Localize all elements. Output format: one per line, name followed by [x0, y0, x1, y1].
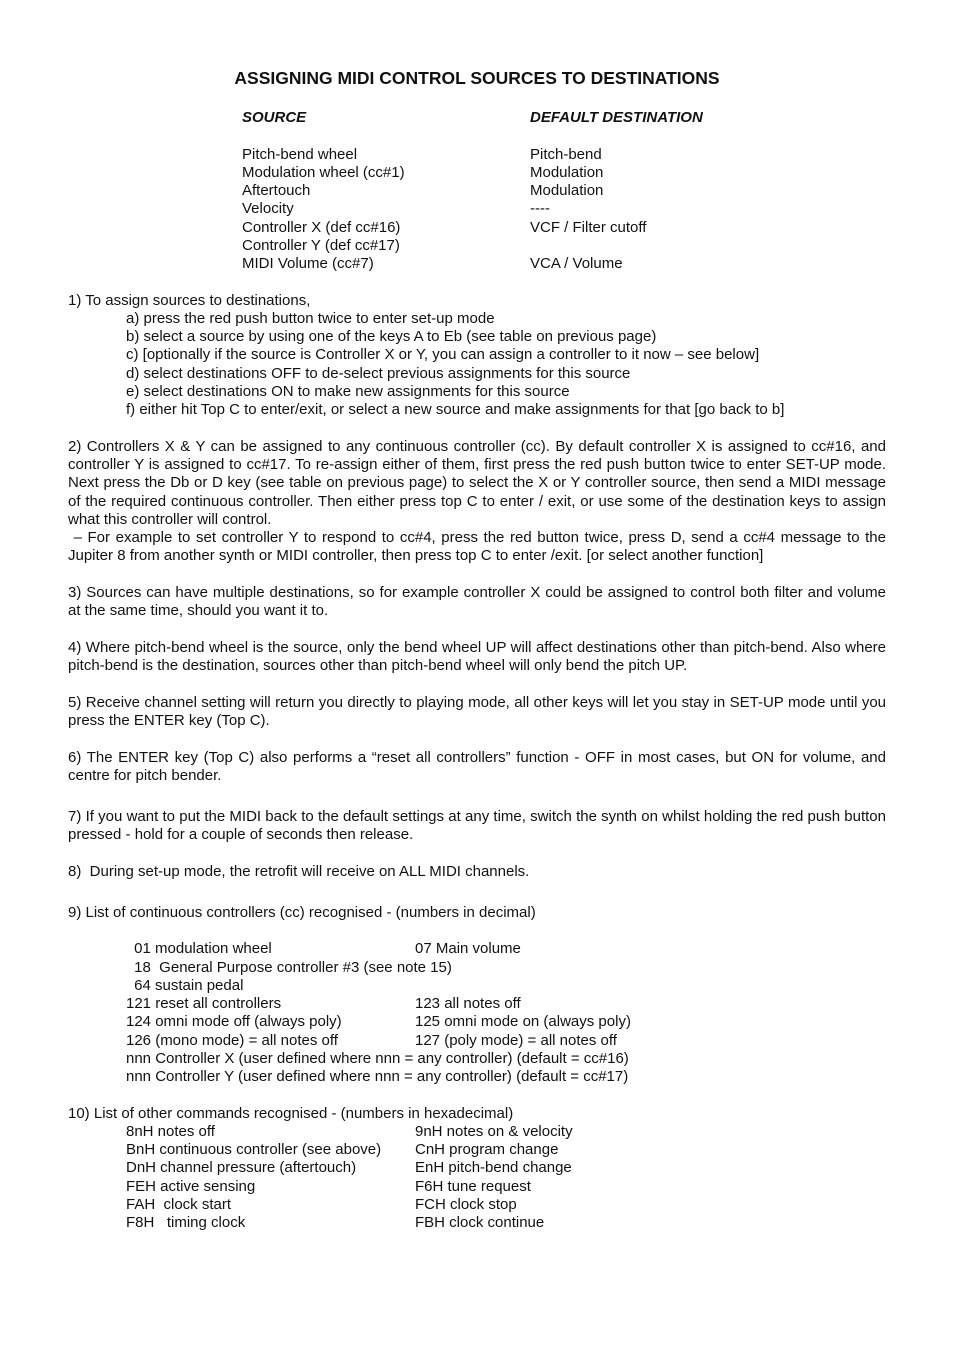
paragraph: 4) Where pitch-bend wheel is the source, only the bend wheel UP will affect destinations other than pitch-bend. Also where pitch-bend is the destination, sources other than pitch-bend wheel will only bend the pitch UP. — [68, 639, 886, 675]
section-7 — [68, 808, 886, 844]
list-item: EnH pitch-bend change — [415, 1159, 572, 1177]
list-item: FEH active sensing — [126, 1177, 256, 1195]
list-item: 125 omni mode on (always poly) — [415, 1013, 631, 1030]
section-5 — [68, 694, 886, 730]
list-item: DnH channel pressure (aftertouch) — [126, 1159, 357, 1177]
paragraph: – For example to set controller Y to respond to cc#4, press the red button twice, press D, send a cc#4 message to the Jupiter 8 from another synth or MIDI controller, then press top C to enter /exit. [or select another function] — [68, 529, 891, 565]
command-list-left — [126, 1123, 381, 1232]
list-item: CnH program change — [415, 1141, 559, 1159]
table-row-dest: Pitch-bend — [530, 146, 602, 163]
table-row-source: Controller Y (def cc#17) — [242, 237, 400, 254]
paragraph: 5) Receive channel setting will return you directly to playing mode, all other keys will let you stay in SET-UP mode until you press the ENTER key (Top C). — [68, 694, 886, 730]
list-item: F8H timing clock — [126, 1214, 246, 1232]
list-item: 8nH notes off — [126, 1123, 215, 1140]
section-1-intro: 1) To assign sources to destinations, — [68, 292, 311, 309]
paragraph: 3) Sources can have multiple destinations, so for example controller X could be assigned to control both filter and volume at the same time, should you want it to. — [68, 584, 886, 620]
section-3 — [68, 584, 886, 620]
list-item: a) press the red push button twice to enter set-up mode — [126, 310, 495, 327]
table-row-dest: Modulation — [530, 182, 604, 199]
section-2 — [68, 438, 891, 565]
section-8: 8) During set-up mode, the retrofit will receive on ALL MIDI channels. — [68, 863, 530, 880]
source-column-header: SOURCE — [242, 109, 307, 126]
list-item: nnn Controller Y (user defined where nnn = any controller) (default = cc#17) — [126, 1068, 629, 1085]
list-item: F6H tune request — [415, 1177, 531, 1195]
table-row-dest: VCA / Volume — [530, 255, 623, 272]
list-item: 18 General Purpose controller #3 (see note 15) — [130, 959, 452, 976]
list-item: d) select destinations OFF to de-select previous assignments for this source — [126, 364, 631, 382]
table-row-source: MIDI Volume (cc#7) — [242, 255, 374, 272]
table-row-dest: Modulation — [530, 164, 604, 181]
list-item: FAH clock start — [126, 1195, 232, 1213]
list-item: 126 (mono mode) = all notes off — [126, 1032, 338, 1049]
command-list-right — [415, 1123, 573, 1232]
page-title: ASSIGNING MIDI CONTROL SOURCES TO DESTINATIONS — [234, 68, 720, 88]
list-item: FCH clock stop — [415, 1195, 517, 1213]
list-item: FBH clock continue — [415, 1214, 545, 1232]
table-row-source: Modulation wheel (cc#1) — [242, 164, 405, 181]
list-item: 127 (poly mode) = all notes off — [415, 1032, 617, 1049]
list-item: 07 Main volume — [415, 940, 521, 957]
list-item: c) [optionally if the source is Controller X or Y, you can assign a controller to it now – see below] — [126, 346, 760, 364]
paragraph: 6) The ENTER key (Top C) also performs a “reset all controllers” function - OFF in most cases, but ON for volume, and centre for pitch bender. — [68, 749, 886, 785]
table-row-source: Aftertouch — [242, 182, 311, 199]
table-row-source: Controller X (def cc#16) — [242, 219, 401, 236]
paragraph: 7) If you want to put the MIDI back to the default settings at any time, switch the synth on whilst holding the red push button pressed - hold for a couple of seconds then release. — [68, 808, 886, 844]
section-9-intro: 9) List of continuous controllers (cc) recognised - (numbers in decimal) — [68, 904, 536, 921]
section-10-intro: 10) List of other commands recognised - (numbers in hexadecimal) — [68, 1105, 514, 1122]
section-6 — [68, 749, 886, 785]
list-item: 123 all notes off — [415, 995, 521, 1012]
list-item: 9nH notes on & velocity — [415, 1123, 573, 1140]
table-row-source: Velocity — [242, 200, 294, 217]
list-item: nnn Controller X (user defined where nnn = any controller) (default = cc#16) — [126, 1050, 629, 1067]
table-row-dest: VCF / Filter cutoff — [530, 219, 647, 236]
destination-column-header: DEFAULT DESTINATION — [530, 109, 703, 126]
list-item: 124 omni mode off (always poly) — [126, 1013, 342, 1030]
list-item: BnH continuous controller (see above) — [126, 1141, 382, 1159]
list-item: 01 modulation wheel — [130, 940, 272, 957]
table-row-dest: ---- — [530, 200, 550, 217]
section-1-steps — [126, 310, 784, 419]
list-item: 64 sustain pedal — [130, 977, 244, 994]
table-row-source: Pitch-bend wheel — [242, 146, 358, 163]
section-4 — [68, 639, 886, 675]
paragraph: 2) Controllers X & Y can be assigned to any continuous controller (cc). By default controller X is assigned to cc#16, and controller Y is assigned to cc#17. To re-assign either of them, first press the red push button twice to enter SET-UP mode. Next press the Db or D key (see table on previous page) to select the X or Y controller source, then send a MIDI message of the required continuous controller. Then either press top C to enter / exit, or use some of the destination keys to assign what this controller will control. — [68, 438, 886, 528]
list-item: 121 reset all controllers — [126, 995, 282, 1012]
list-item: b) select a source by using one of the keys A to Eb (see table on previous page) — [126, 328, 657, 346]
list-item: e) select destinations ON to make new assignments for this source — [126, 382, 570, 400]
list-item: f) either hit Top C to enter/exit, or select a new source and make assignments for that [go back to b] — [126, 401, 785, 419]
